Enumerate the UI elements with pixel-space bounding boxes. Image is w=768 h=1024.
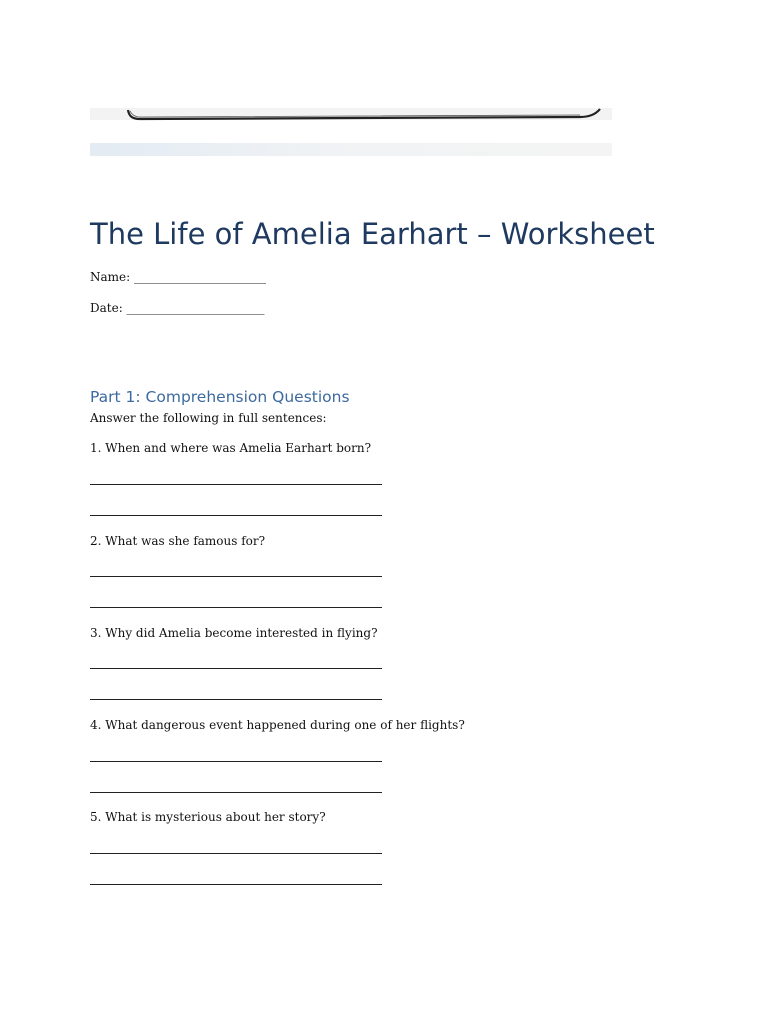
question-1: 1. When and where was Amelia Earhart born? bbox=[90, 441, 372, 455]
answer-line-5b[interactable] bbox=[90, 884, 382, 885]
header-banner-image bbox=[90, 100, 612, 158]
answer-line-2a[interactable] bbox=[90, 576, 382, 577]
answer-line-3a[interactable] bbox=[90, 668, 382, 669]
part1-heading: Part 1: Comprehension Questions bbox=[90, 388, 350, 406]
answer-line-2b[interactable] bbox=[90, 607, 382, 608]
worksheet-title: The Life of Amelia Earhart – Worksheet bbox=[90, 217, 655, 251]
question-5: 5. What is mysterious about her story? bbox=[90, 810, 326, 824]
part1-instructions: Answer the following in full sentences: bbox=[90, 411, 327, 425]
question-3: 3. Why did Amelia become interested in flying? bbox=[90, 626, 378, 640]
answer-line-1a[interactable] bbox=[90, 484, 382, 485]
answer-line-1b[interactable] bbox=[90, 515, 382, 516]
answer-line-5a[interactable] bbox=[90, 853, 382, 854]
answer-line-4a[interactable] bbox=[90, 761, 382, 762]
answer-line-3b[interactable] bbox=[90, 699, 382, 700]
date-field[interactable]: Date: _______________________ bbox=[90, 301, 265, 315]
question-4: 4. What dangerous event happened during one of her flights? bbox=[90, 718, 465, 732]
answer-line-4b[interactable] bbox=[90, 792, 382, 793]
name-field[interactable]: Name: ______________________ bbox=[90, 270, 266, 284]
question-2: 2. What was she famous for? bbox=[90, 534, 266, 548]
